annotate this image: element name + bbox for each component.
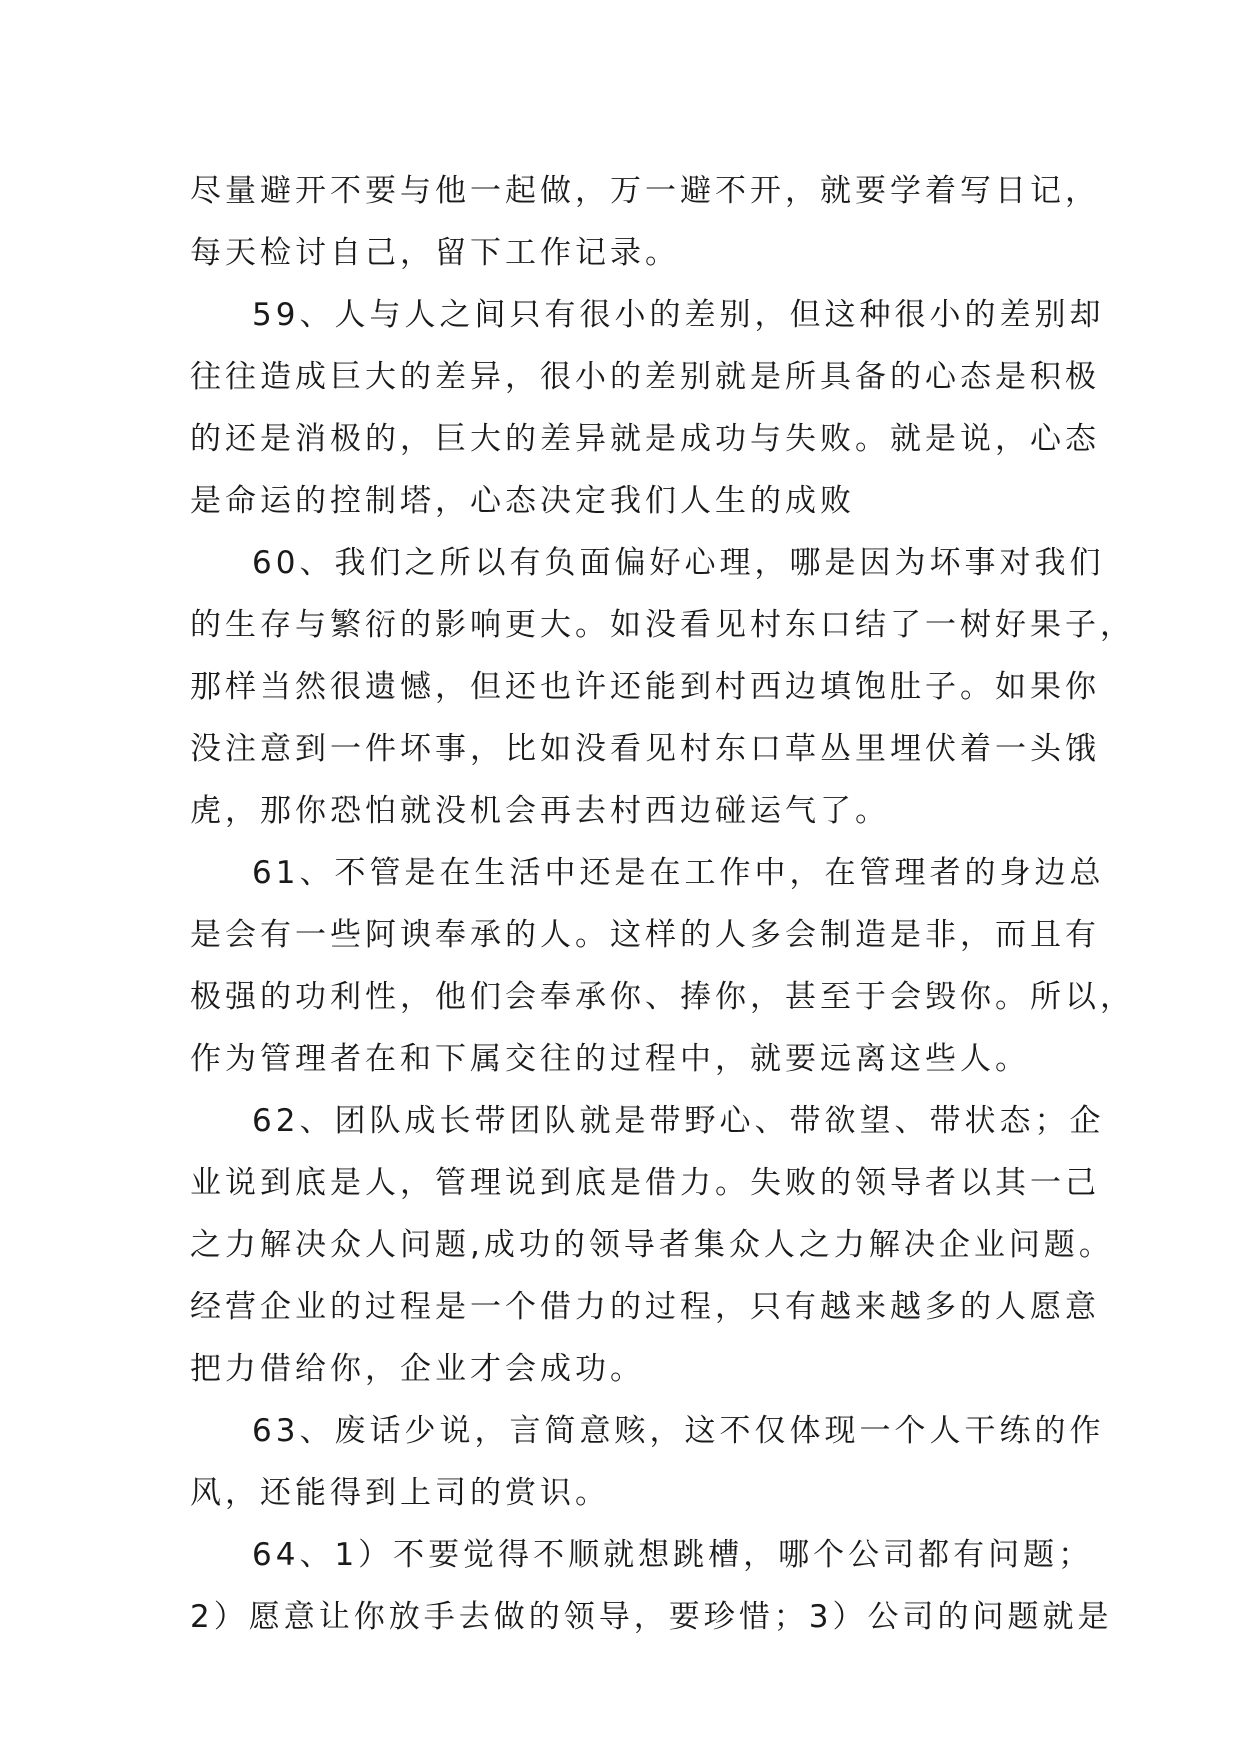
- document-body: [190, 160, 1135, 1648]
- text-line: 是会有一些阿谀奉承的人。这样的人多会制造是非，而且有: [190, 917, 1100, 953]
- text-line: 经营企业的过程是一个借力的过程，只有越来越多的人愿意: [190, 1289, 1100, 1325]
- text-line: 是命运的控制塔，心态决定我们人生的成败: [190, 483, 855, 519]
- text-line: 59、人与人之间只有很小的差别，但这种很小的差别却: [252, 297, 1105, 333]
- paragraph-63: [190, 1400, 1105, 1524]
- paragraph-58-continuation: [190, 160, 1100, 284]
- text-line: 64、1）不要觉得不顺就想跳槽，哪个公司都有问题；: [252, 1537, 1094, 1573]
- paragraph-60: [190, 532, 1135, 842]
- text-line: 业说到底是人，管理说到底是借力。失败的领导者以其一己: [190, 1165, 1100, 1201]
- text-line: 虎，那你恐怕就没机会再去村西边碰运气了。: [190, 793, 890, 829]
- text-line: 63、废话少说，言简意赅，这不仅体现一个人干练的作: [252, 1413, 1105, 1449]
- text-line: 2）愿意让你放手去做的领导，要珍惜；3）公司的问题就是: [190, 1599, 1113, 1635]
- text-line: 那样当然很遗憾，但还也许还能到村西边填饱肚子。如果你: [190, 669, 1100, 705]
- text-line: 的还是消极的，巨大的差异就是成功与失败。就是说，心态: [190, 421, 1100, 457]
- text-line: 的生存与繁衍的影响更大。如没看见村东口结了一树好果子，: [190, 607, 1135, 643]
- text-line: 60、我们之所以有负面偏好心理，哪是因为坏事对我们: [252, 545, 1105, 581]
- text-line: 没注意到一件坏事，比如没看见村东口草丛里埋伏着一头饿: [190, 731, 1100, 767]
- paragraph-61: [190, 842, 1135, 1090]
- text-line: 把力借给你，企业才会成功。: [190, 1351, 645, 1387]
- paragraph-64: [190, 1524, 1113, 1648]
- paragraph-62: [190, 1090, 1114, 1400]
- text-line: 每天检讨自己，留下工作记录。: [190, 235, 680, 271]
- text-line: 61、不管是在生活中还是在工作中，在管理者的身边总: [252, 855, 1105, 891]
- text-line: 62、团队成长带团队就是带野心、带欲望、带状态；企: [252, 1103, 1105, 1139]
- text-line: 尽量避开不要与他一起做，万一避不开，就要学着写日记，: [190, 173, 1100, 209]
- text-line: 之力解决众人问题,成功的领导者集众人之力解决企业问题。: [190, 1227, 1114, 1263]
- paragraph-59: [190, 284, 1105, 532]
- text-line: 风，还能得到上司的赏识。: [190, 1475, 610, 1511]
- text-line: 作为管理者在和下属交往的过程中，就要远离这些人。: [190, 1041, 1030, 1077]
- text-line: 往往造成巨大的差异，很小的差别就是所具备的心态是积极: [190, 359, 1100, 395]
- text-line: 极强的功利性，他们会奉承你、捧你，甚至于会毁你。所以，: [190, 979, 1135, 1015]
